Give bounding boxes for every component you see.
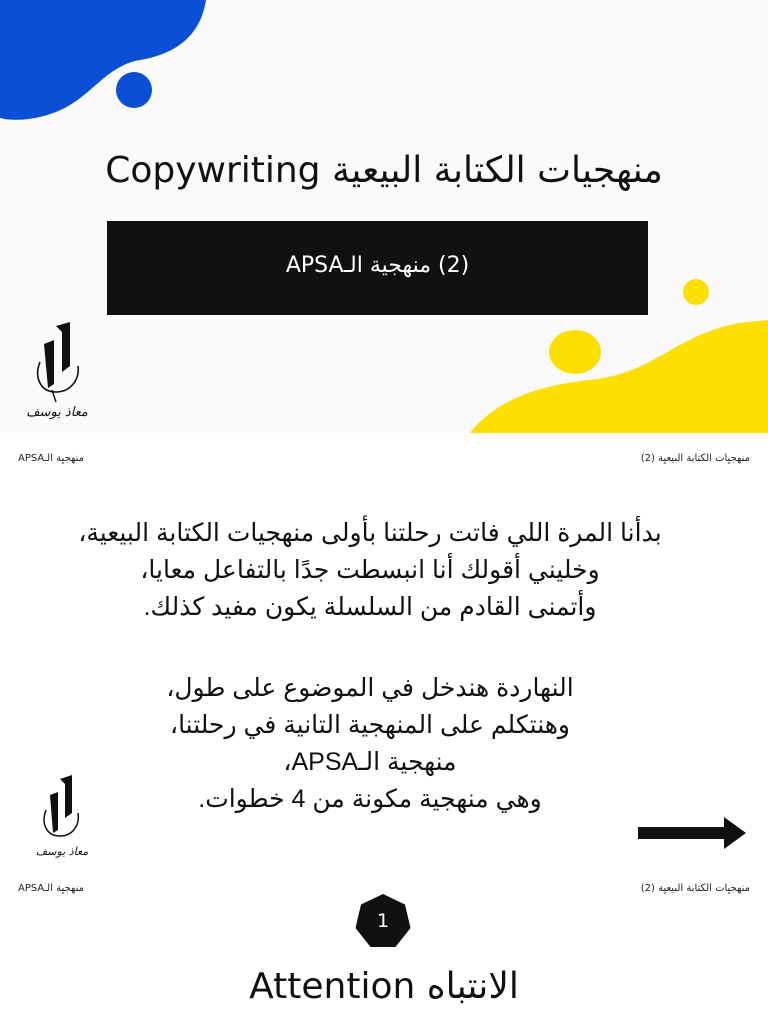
text-line: النهاردة هندخل في الموضوع على طول، [166, 674, 574, 702]
text-line: وهنتكلم على المنهجية التانية في رحلتنا، [170, 711, 570, 739]
author-logo [32, 775, 92, 861]
arrow-right-icon [636, 816, 748, 850]
text-line: منهجية الـAPSA، [283, 748, 457, 776]
title-slide [0, 0, 768, 433]
banner-text: (2) منهجية الـAPSA [285, 253, 470, 278]
step-heading: الانتباه Attention [249, 966, 519, 1007]
text-line: وأتمنى القادم من السلسلة يكون مفيد كذلك. [143, 593, 597, 621]
intro-paragraph [60, 515, 680, 626]
logo-signature: معاذ يوسف [26, 405, 88, 420]
footer-right-1: منهجيِات الكتابة البيعيِة (2) [640, 453, 750, 464]
text-line: وهي منهجية مكونة من 4 خطوات. [198, 785, 542, 813]
text-line: وخليني أقولك أنا انبسطت جدًا بالتفاعل معايا، [140, 556, 600, 584]
logo-signature: معاذ يوسف [35, 845, 89, 858]
author-logo [26, 322, 88, 422]
text-line: بدأنا المرة اللي فاتت رحلتنا بأولى منهجيات الكتابة البيعية، [78, 519, 662, 547]
footer-right-2: منهجيِات الكتابة البيعيِة (2) [640, 883, 750, 894]
footer-left-2: منهجيِة الـAPSA [18, 883, 85, 894]
slide-title: منهجيات الكتابة البيعية Copywriting [105, 150, 663, 191]
step-number: 1 [376, 910, 390, 932]
topic-paragraph [60, 670, 680, 818]
subtitle-banner [107, 221, 648, 315]
footer-left-1: منهجيِة الـAPSA [18, 453, 85, 464]
yellow-blob-decoration [0, 0, 768, 433]
